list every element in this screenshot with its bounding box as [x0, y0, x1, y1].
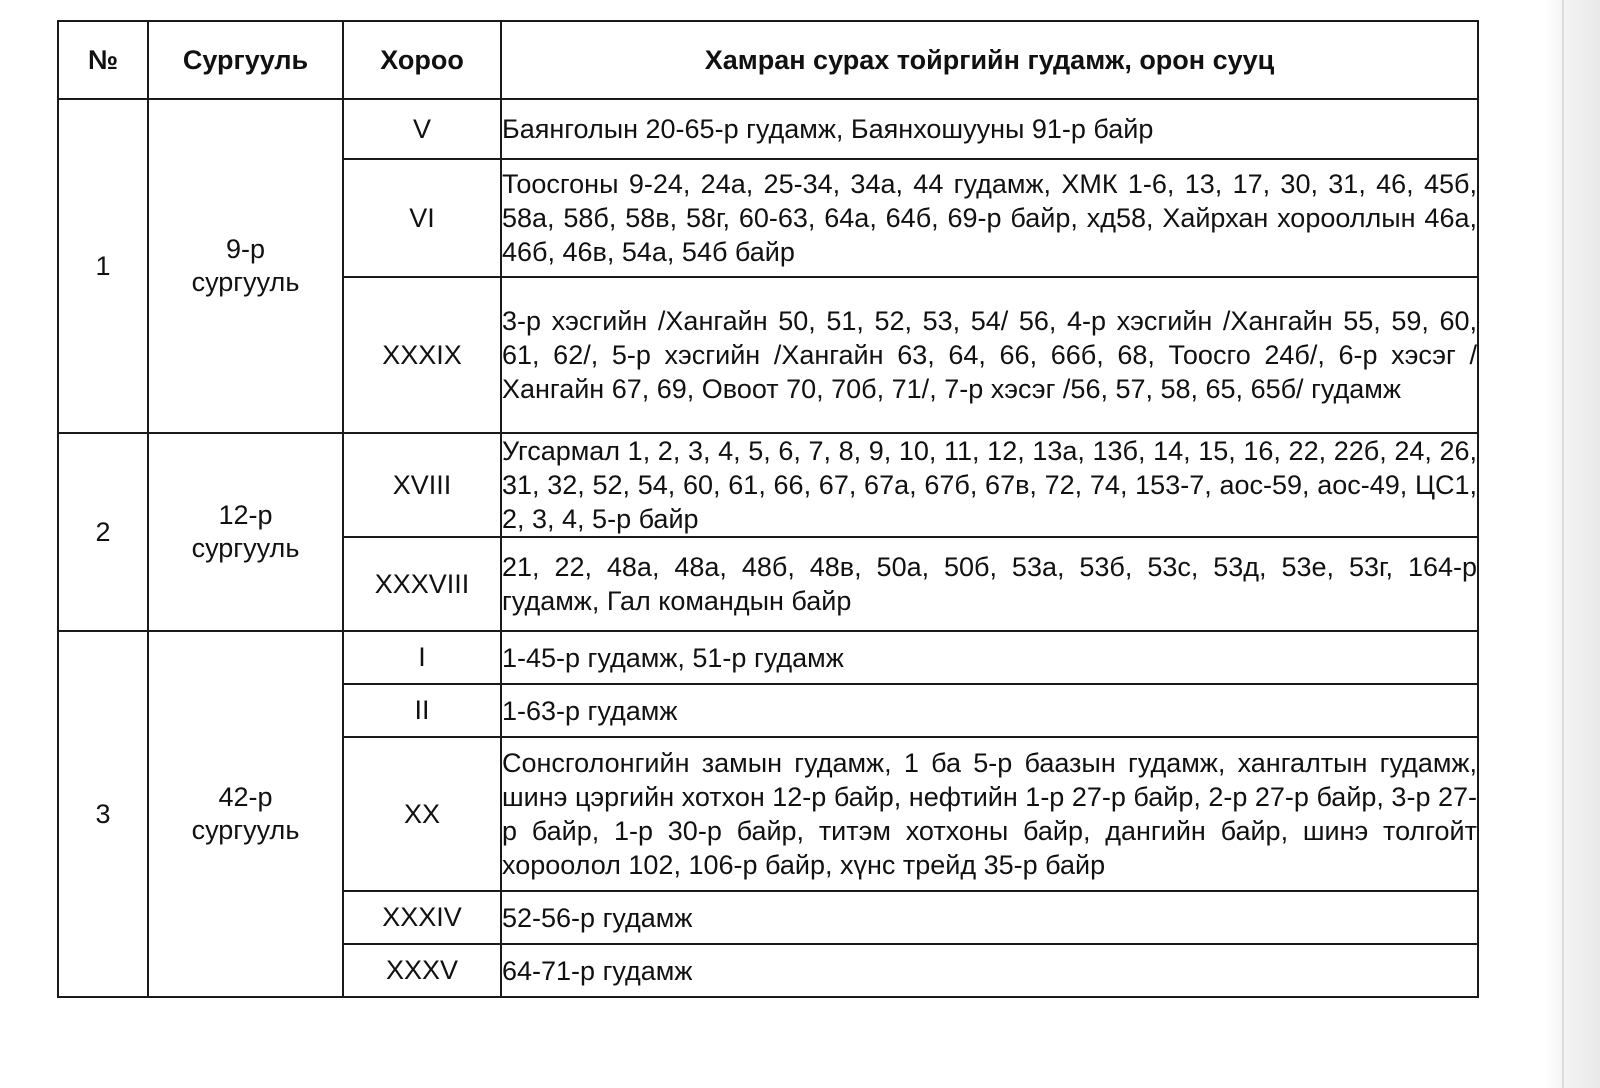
school-name-line2: сургууль: [191, 533, 300, 563]
khoroo-cell: XXXVIII: [343, 537, 501, 631]
khoroo-cell: XX: [343, 737, 501, 891]
school-name-line2: сургууль: [191, 267, 300, 297]
header-row: [58, 21, 1478, 99]
khoroo-cell: VI: [343, 159, 501, 277]
row-number: 2: [58, 433, 148, 631]
school-name: [148, 631, 343, 997]
school-name: [148, 99, 343, 433]
khoroo-cell: XXXV: [343, 944, 501, 997]
row-number: 1: [58, 99, 148, 433]
address-cell: 21, 22, 48а, 48а, 48б, 48в, 50а, 50б, 53а, 53б, 53с, 53д, 53е, 53г, 164-р гудамж, Гал командын байр: [501, 537, 1478, 631]
address-cell: Тоосгоны 9-24, 24а, 25-34, 34а, 44 гудамж, ХМК 1-6, 13, 17, 30, 31, 46, 45б, 58а, 58б, 58в, 58г, 60-63, 64а, 64б, 69-р байр, хд58, Хайрхан хорооллын 46а, 46б, 46в, 54а, 54б байр: [501, 159, 1478, 277]
address-cell: Угсармал 1, 2, 3, 4, 5, 6, 7, 8, 9, 10, 11, 12, 13а, 13б, 14, 15, 16, 22, 22б, 24, 26, 31, 32, 52, 54, 60, 61, 66, 67, 67а, 67б, 67в, 72, 74, 153-7, аос-59, аос-49, ЦС1, 2, 3, 4, 5-р байр: [501, 433, 1478, 537]
header-khoroo: Хороо: [343, 21, 501, 99]
khoroo-cell: XVIII: [343, 433, 501, 537]
table-row: [58, 99, 1478, 159]
khoroo-cell: XXXIX: [343, 277, 501, 433]
school-name-line1: 42-р: [218, 782, 273, 812]
address-cell: Баянголын 20-65-р гудамж, Баянхошууны 91-р байр: [501, 99, 1478, 159]
header-school: Сургууль: [148, 21, 343, 99]
school-name-line1: 12-р: [218, 500, 273, 530]
address-cell: 1-63-р гудамж: [501, 684, 1478, 737]
school-district-table: [57, 20, 1479, 998]
header-address: Хамран сурах тойргийн гудамж, орон сууц: [501, 21, 1478, 99]
address-cell: Сонсголонгийн замын гудамж, 1 ба 5-р баазын гудамж, хангалтын гудамж, шинэ цэргийн хотхон 12-р байр, нефтийн 1-р 27-р байр, 2-р 27-р байр, 3-р 27-р байр, 1-р 30-р байр, титэм хотхоны байр, дангийн байр, шинэ толгойт хороолол 102, 106-р байр, хүнс трейд 35-р байр: [501, 737, 1478, 891]
table-row: [58, 631, 1478, 684]
page-crease: [1562, 0, 1564, 1088]
header-number: №: [58, 21, 148, 99]
school-name-line2: сургууль: [191, 815, 300, 845]
page-edge: [1544, 0, 1600, 1088]
address-cell: 64-71-р гудамж: [501, 944, 1478, 997]
khoroo-cell: II: [343, 684, 501, 737]
address-cell: 3-р хэсгийн /Хангайн 50, 51, 52, 53, 54/ 56, 4-р хэсгийн /Хангайн 55, 59, 60, 61, 62/, 5-р хэсгийн /Хангайн 63, 64, 66, 66б, 68, Тоосго 24б/, 6-р хэсэг /Хангайн 67, 69, Овоот 70, 70б, 71/, 7-р хэсэг /56, 57, 58, 65, 65б/ гудамж: [501, 277, 1478, 433]
khoroo-cell: V: [343, 99, 501, 159]
school-name: [148, 433, 343, 631]
row-number: 3: [58, 631, 148, 997]
khoroo-cell: I: [343, 631, 501, 684]
address-cell: 52-56-р гудамж: [501, 891, 1478, 944]
khoroo-cell: XXXIV: [343, 891, 501, 944]
school-name-line1: 9-р: [225, 234, 266, 264]
address-cell: 1-45-р гудамж, 51-р гудамж: [501, 631, 1478, 684]
table-row: [58, 433, 1478, 537]
